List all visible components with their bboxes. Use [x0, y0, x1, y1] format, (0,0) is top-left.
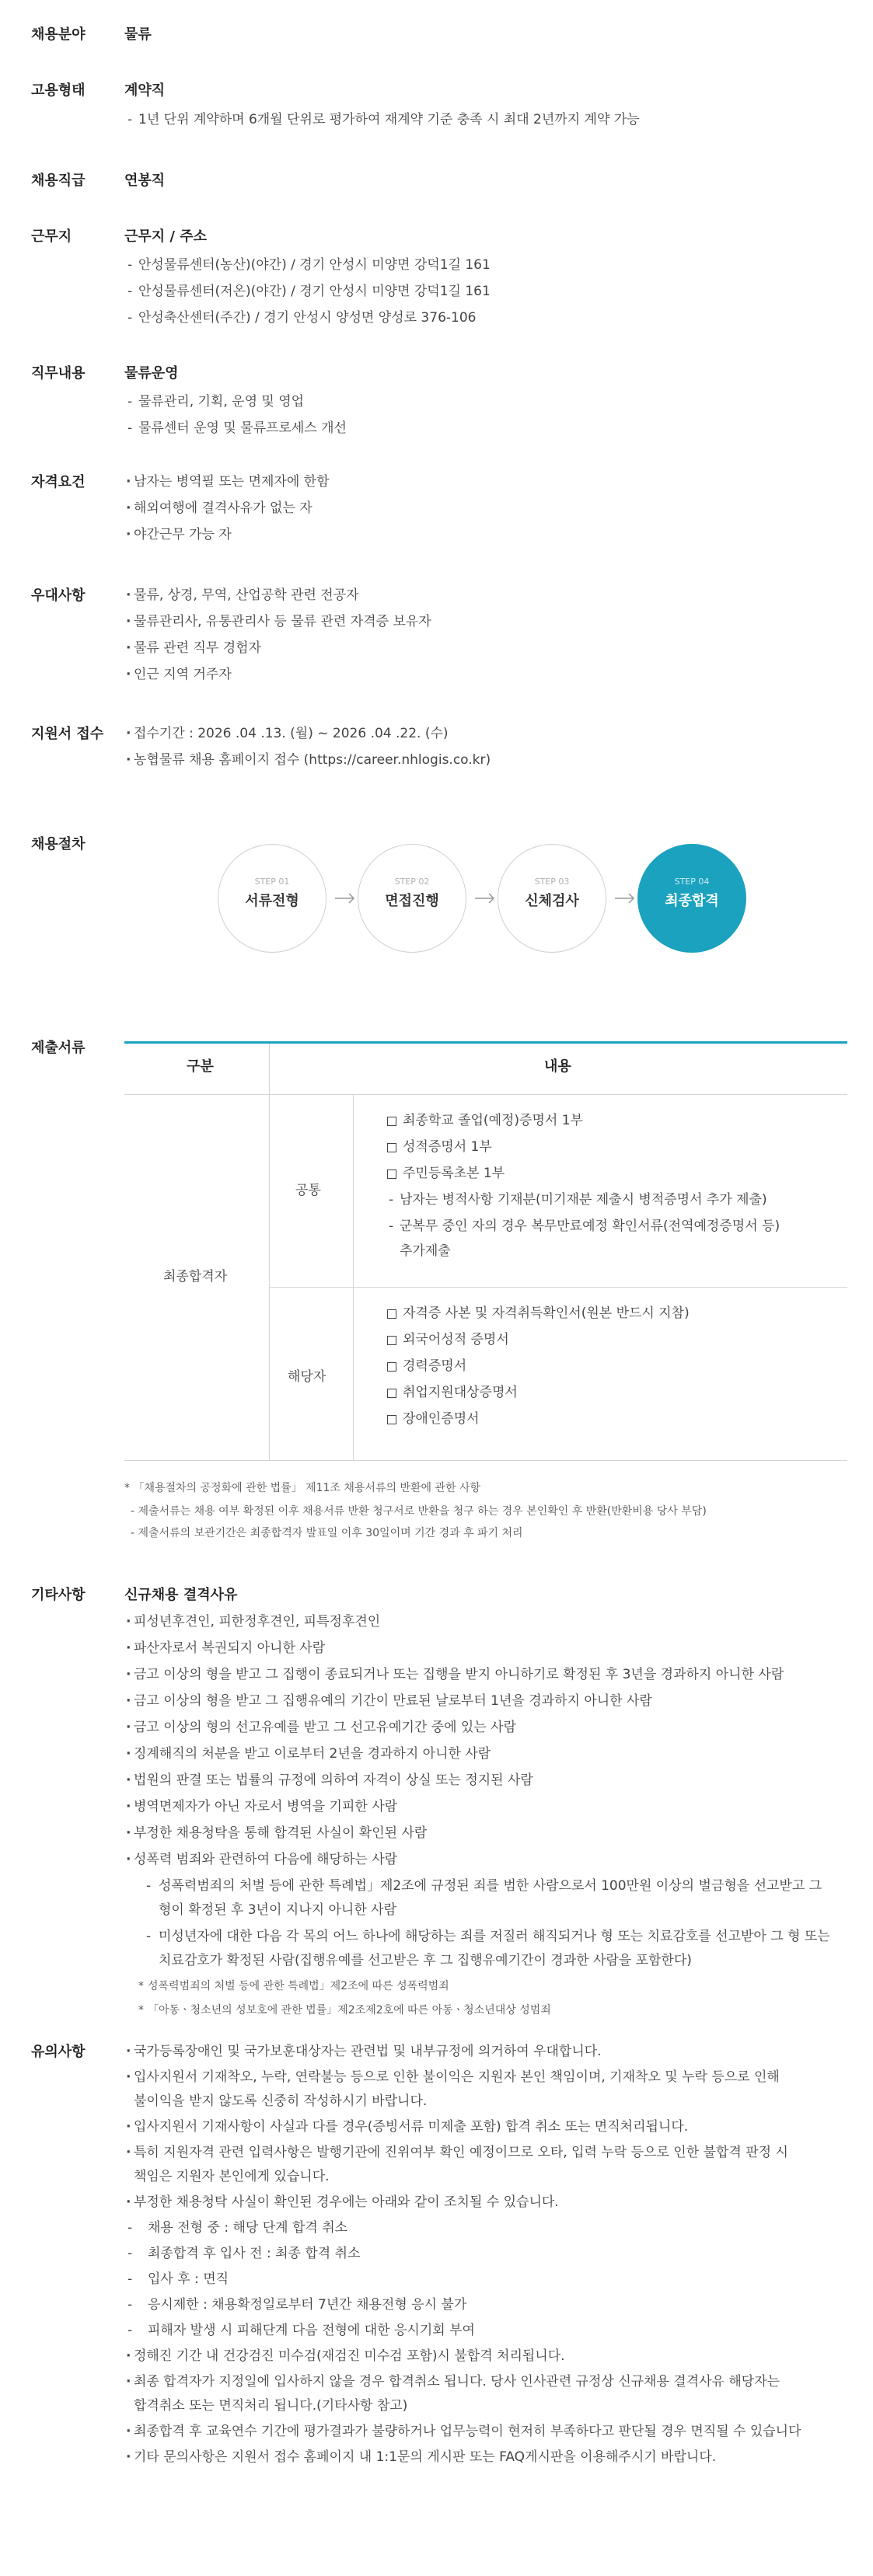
list-item: - 1년 단위 계약하며 6개월 단위로 평가하여 재계약 기준 충족 시 최대 2년까지 계약 가능: [124, 113, 847, 127]
list-item: - 남자는 병적사항 기재분(미기재분 제출시 병적증명서 추가 제출): [387, 1194, 767, 1207]
table-divider: [269, 1044, 270, 1461]
list-item-cont: 불이익을 받지 않도록 신중히 작성하시기 바랍니다.: [134, 2093, 428, 2109]
section-label: 고용형태: [31, 82, 86, 99]
step-name: 최종합격: [665, 893, 719, 909]
arrow-right-icon: [472, 887, 498, 909]
footnote: * 성폭력범죄의 처벌 등에 관한 특례법」제2조에 따른 성폭력범죄: [124, 1981, 847, 1992]
list-subitem-cont: 치료감호가 확정된 사람(집행유예를 선고받은 후 그 집행유예기간이 경과한 사람을 포함한다): [159, 1953, 692, 1968]
list-item-cont: 책임은 지원자 본인에게 있습니다.: [134, 2169, 330, 2184]
section-label: 근무지: [31, 228, 72, 245]
step-name: 면접진행: [385, 893, 439, 909]
section-label: 채용절차: [31, 836, 86, 852]
list-item: · 남자는 병역필 또는 면제자에 한함: [124, 476, 847, 489]
section-label: 기타사항: [31, 1587, 86, 1603]
list-item: · 특히 지원자격 관련 입력사항은 발행기관에 진위여부 확인 예정이므로 오타, 입력 누락 등으로 인한 불합격 판정 시: [124, 2146, 847, 2159]
section-label: 제출서류: [31, 1040, 86, 1056]
section-field: [0, 28, 873, 51]
list-item: · 최종 합격자가 지정일에 입사하지 않을 경우 합격취소 됩니다. 당사 인사관련 규정상 신규채용 결격사유 해당자는: [124, 2376, 847, 2389]
step-number: STEP 02: [394, 877, 430, 887]
list-item: 경력증명서: [387, 1360, 466, 1373]
documents-table: [124, 1041, 847, 1461]
section-label: 채용직급: [31, 173, 86, 189]
list-item: · 인근 지역 거주자: [124, 668, 847, 681]
process-step-active: [637, 844, 746, 953]
table-divider: [124, 1460, 847, 1461]
list-item: · 성폭력 범죄와 관련하여 다음에 해당하는 사람: [124, 1853, 847, 1867]
process-step: [218, 844, 327, 953]
list-item: · 부정한 채용청탁을 통해 합격된 사실이 확인된 사람: [124, 1827, 847, 1840]
section-etc: [0, 1588, 873, 2024]
list-item: 외국어성적 증명서: [387, 1333, 509, 1347]
apply-site: · 농협물류 채용 홈페이지 접수 (https://career.nhlogis.co.kr): [124, 754, 847, 767]
section-preference: [0, 589, 873, 690]
section-caution: [0, 2045, 873, 2496]
arrow-right-icon: [612, 887, 638, 909]
section-label: 유의사항: [31, 2044, 86, 2060]
footnote: * 「아동ㆍ청소년의 성보호에 관한 법률」제2조제2호에 따른 아동ㆍ청소년대상 성범죄: [124, 2005, 847, 2016]
list-item: · 물류 관련 직무 경험자: [124, 642, 847, 655]
list-item: 성적증명서 1부: [387, 1141, 492, 1154]
list-item: · 입사지원서 기재착오, 누락, 연락불능 등으로 인한 불이익은 지원자 본인 책임이며, 기재착오 및 누락 등으로 인해: [124, 2071, 847, 2084]
process-step: [358, 844, 466, 953]
process-step: [498, 844, 606, 953]
table-subgroup-common: 공통: [295, 1183, 321, 1198]
field-value: 물류: [124, 26, 152, 43]
list-item: · 금고 이상의 형의 선고유예를 받고 그 선고유예기간 중에 있는 사람: [124, 1721, 847, 1734]
list-item: · 최종합격 후 교육연수 기간에 평가결과가 불량하거나 업무능력이 현저히 부족하다고 판단될 경우 면직될 수 있습니다: [124, 2425, 847, 2438]
step-number: STEP 01: [254, 877, 290, 887]
section-apply: [0, 727, 873, 782]
documents-note: - 제출서류는 채용 여부 확정된 이후 채용서류 반환 청구서로 반환을 청구 하는 경우 본인확인 후 반환(반환비용 당사 부담): [131, 1505, 707, 1518]
section-label: 우대사항: [31, 587, 86, 604]
list-subitem: - 최종합격 후 입사 전 : 최종 합격 취소: [124, 2247, 847, 2261]
list-item: - 안성축산센터(주간) / 경기 안성시 양성면 양성로 376-106: [124, 312, 847, 325]
list-subitem: - 입사 후 : 면직: [124, 2273, 847, 2286]
list-item: 주민등록초본 1부: [387, 1167, 505, 1180]
section-process: [0, 838, 873, 954]
etc-head: 신규채용 결격사유: [124, 1587, 238, 1603]
list-item-cont: 추가제출: [400, 1243, 451, 1259]
list-item: - 안성물류센터(농산)(야간) / 경기 안성시 미양면 강덕1길 161: [124, 259, 847, 272]
list-item: · 국가등록장애인 및 국가보훈대상자는 관련법 및 내부규정에 의거하여 우대합니다.: [124, 2045, 847, 2058]
documents-note: * 「채용절차의 공정화에 관한 법률」 제11조 채용서류의 반환에 관한 사항: [124, 1482, 481, 1494]
section-label: 직무내용: [31, 365, 86, 382]
list-subitem: - 응시제한 : 채용확정일로부터 7년간 채용전형 응시 불가: [124, 2299, 847, 2312]
table-top-border: [124, 1041, 847, 1044]
section-documents: [0, 1041, 873, 1539]
apply-period: · 접수기간 : 2026 .04 .13. (월) ~ 2026 .04 .22. (수): [124, 727, 847, 741]
duty-head: 물류운영: [124, 365, 179, 382]
list-item: · 입사지원서 기재사항이 사실과 다를 경우(증빙서류 미제출 포함) 합격 취소 또는 면직처리됩니다.: [124, 2121, 847, 2134]
list-item: · 법원의 판결 또는 법률의 규정에 의하여 자격이 상실 또는 정지된 사람: [124, 1774, 847, 1787]
section-employment: [0, 84, 873, 138]
list-item: · 파산자로서 복권되지 아니한 사람: [124, 1642, 847, 1655]
list-item: · 야간근무 가능 자: [124, 528, 847, 542]
step-name: 신체검사: [525, 893, 579, 909]
list-subitem: - 채용 전형 중 : 해당 단계 합격 취소: [124, 2222, 847, 2235]
step-number: STEP 03: [534, 877, 570, 887]
list-item: - 물류센터 운영 및 물류프로세스 개선: [124, 422, 847, 435]
list-item: · 금고 이상의 형을 받고 그 집행이 종료되거나 또는 집행을 받지 아니하기로 확정된 후 3년을 경과하지 아니한 사람: [124, 1668, 847, 1682]
list-item: · 해외여행에 결격사유가 없는 자: [124, 502, 847, 515]
table-header-content: 내용: [544, 1058, 571, 1075]
list-item-cont: 합격취소 또는 면직처리 됩니다.(기타사항 참고): [134, 2398, 408, 2414]
step-name: 서류전형: [245, 893, 299, 909]
table-subgroup-applicable: 해당자: [288, 1369, 327, 1385]
list-item: · 징계해직의 처분을 받고 이로부터 2년을 경과하지 아니한 사람: [124, 1748, 847, 1761]
section-qualification: [0, 476, 873, 553]
section-label: 지원서 접수: [31, 726, 104, 742]
list-item: · 피성년후견인, 피한정후견인, 피특정후견인: [124, 1616, 847, 1629]
list-item: · 정해진 기간 내 건강검진 미수검(재검진 미수검 포함)시 불합격 처리됩니다.: [124, 2350, 847, 2363]
table-divider: [353, 1094, 354, 1461]
table-group-label: 최종합격자: [163, 1269, 228, 1285]
process-steps: [218, 844, 762, 953]
list-item: - 군복무 중인 자의 경우 복무만료예정 확인서류(전역예정증명서 등): [387, 1220, 780, 1233]
table-divider: [124, 1094, 847, 1095]
list-item: 자격증 사본 및 자격취득확인서(원본 반드시 지참): [387, 1307, 690, 1320]
list-item: - 안성물류센터(저온)(야간) / 경기 안성시 미양면 강덕1길 161: [124, 285, 847, 298]
list-item: · 기타 문의사항은 지원서 접수 홈페이지 내 1:1문의 게시판 또는 FAQ게시판을 이용해주시기 바랍니다.: [124, 2451, 847, 2464]
step-number: STEP 04: [674, 877, 710, 887]
list-subitem-cont: 형이 확정된 후 3년이 지나지 아니한 사람: [159, 1902, 396, 1918]
list-subitem: - 미성년자에 대한 다음 각 목의 어느 하나에 해당하는 죄를 저질러 해직되거나 형 또는 치료감호를 선고받아 그 형 또는: [124, 1930, 847, 1943]
list-item: - 물류관리, 기획, 운영 및 영업: [124, 396, 847, 409]
employment-head: 계약직: [124, 82, 166, 99]
list-item: · 물류, 상경, 무역, 산업공학 관련 전공자: [124, 589, 847, 602]
location-head: 근무지 / 주소: [124, 228, 208, 245]
table-header-category: 구분: [187, 1058, 214, 1075]
table-divider: [269, 1287, 847, 1288]
list-item: · 부정한 채용청탁 사실이 확인된 경우에는 아래와 같이 조치될 수 있습니다.: [124, 2196, 847, 2209]
section-label: 채용분야: [31, 26, 86, 43]
section-label: 자격요건: [31, 474, 86, 490]
list-item: · 물류관리사, 유통관리사 등 물류 관련 자격증 보유자: [124, 615, 847, 629]
list-item: 장애인증명서: [387, 1413, 480, 1426]
section-duty: [0, 367, 873, 444]
list-item: · 금고 이상의 형을 받고 그 집행유예의 기간이 만료된 날로부터 1년을 경과하지 아니한 사람: [124, 1695, 847, 1708]
section-grade: [0, 174, 873, 197]
list-item: · 병역면제자가 아닌 자로서 병역을 기피한 사람: [124, 1800, 847, 1814]
arrow-right-icon: [332, 887, 358, 909]
section-location: [0, 230, 873, 331]
list-item: 취업지원대상증명서: [387, 1386, 518, 1400]
grade-value: 연봉직: [124, 173, 166, 189]
list-subitem: - 성폭력범죄의 처벌 등에 관한 특례법」제2조에 규정된 죄를 범한 사람으로서 100만원 이상의 벌금형을 선고받고 그: [124, 1880, 847, 1893]
list-item: 최종학교 졸업(예정)증명서 1부: [387, 1114, 583, 1128]
documents-note: - 제출서류의 보관기간은 최종합격자 발표일 이후 30일이며 기간 경과 후 파기 처리: [131, 1527, 523, 1539]
list-subitem: - 피해자 발생 시 피해단계 다음 전형에 대한 응시기회 부여: [124, 2324, 847, 2337]
